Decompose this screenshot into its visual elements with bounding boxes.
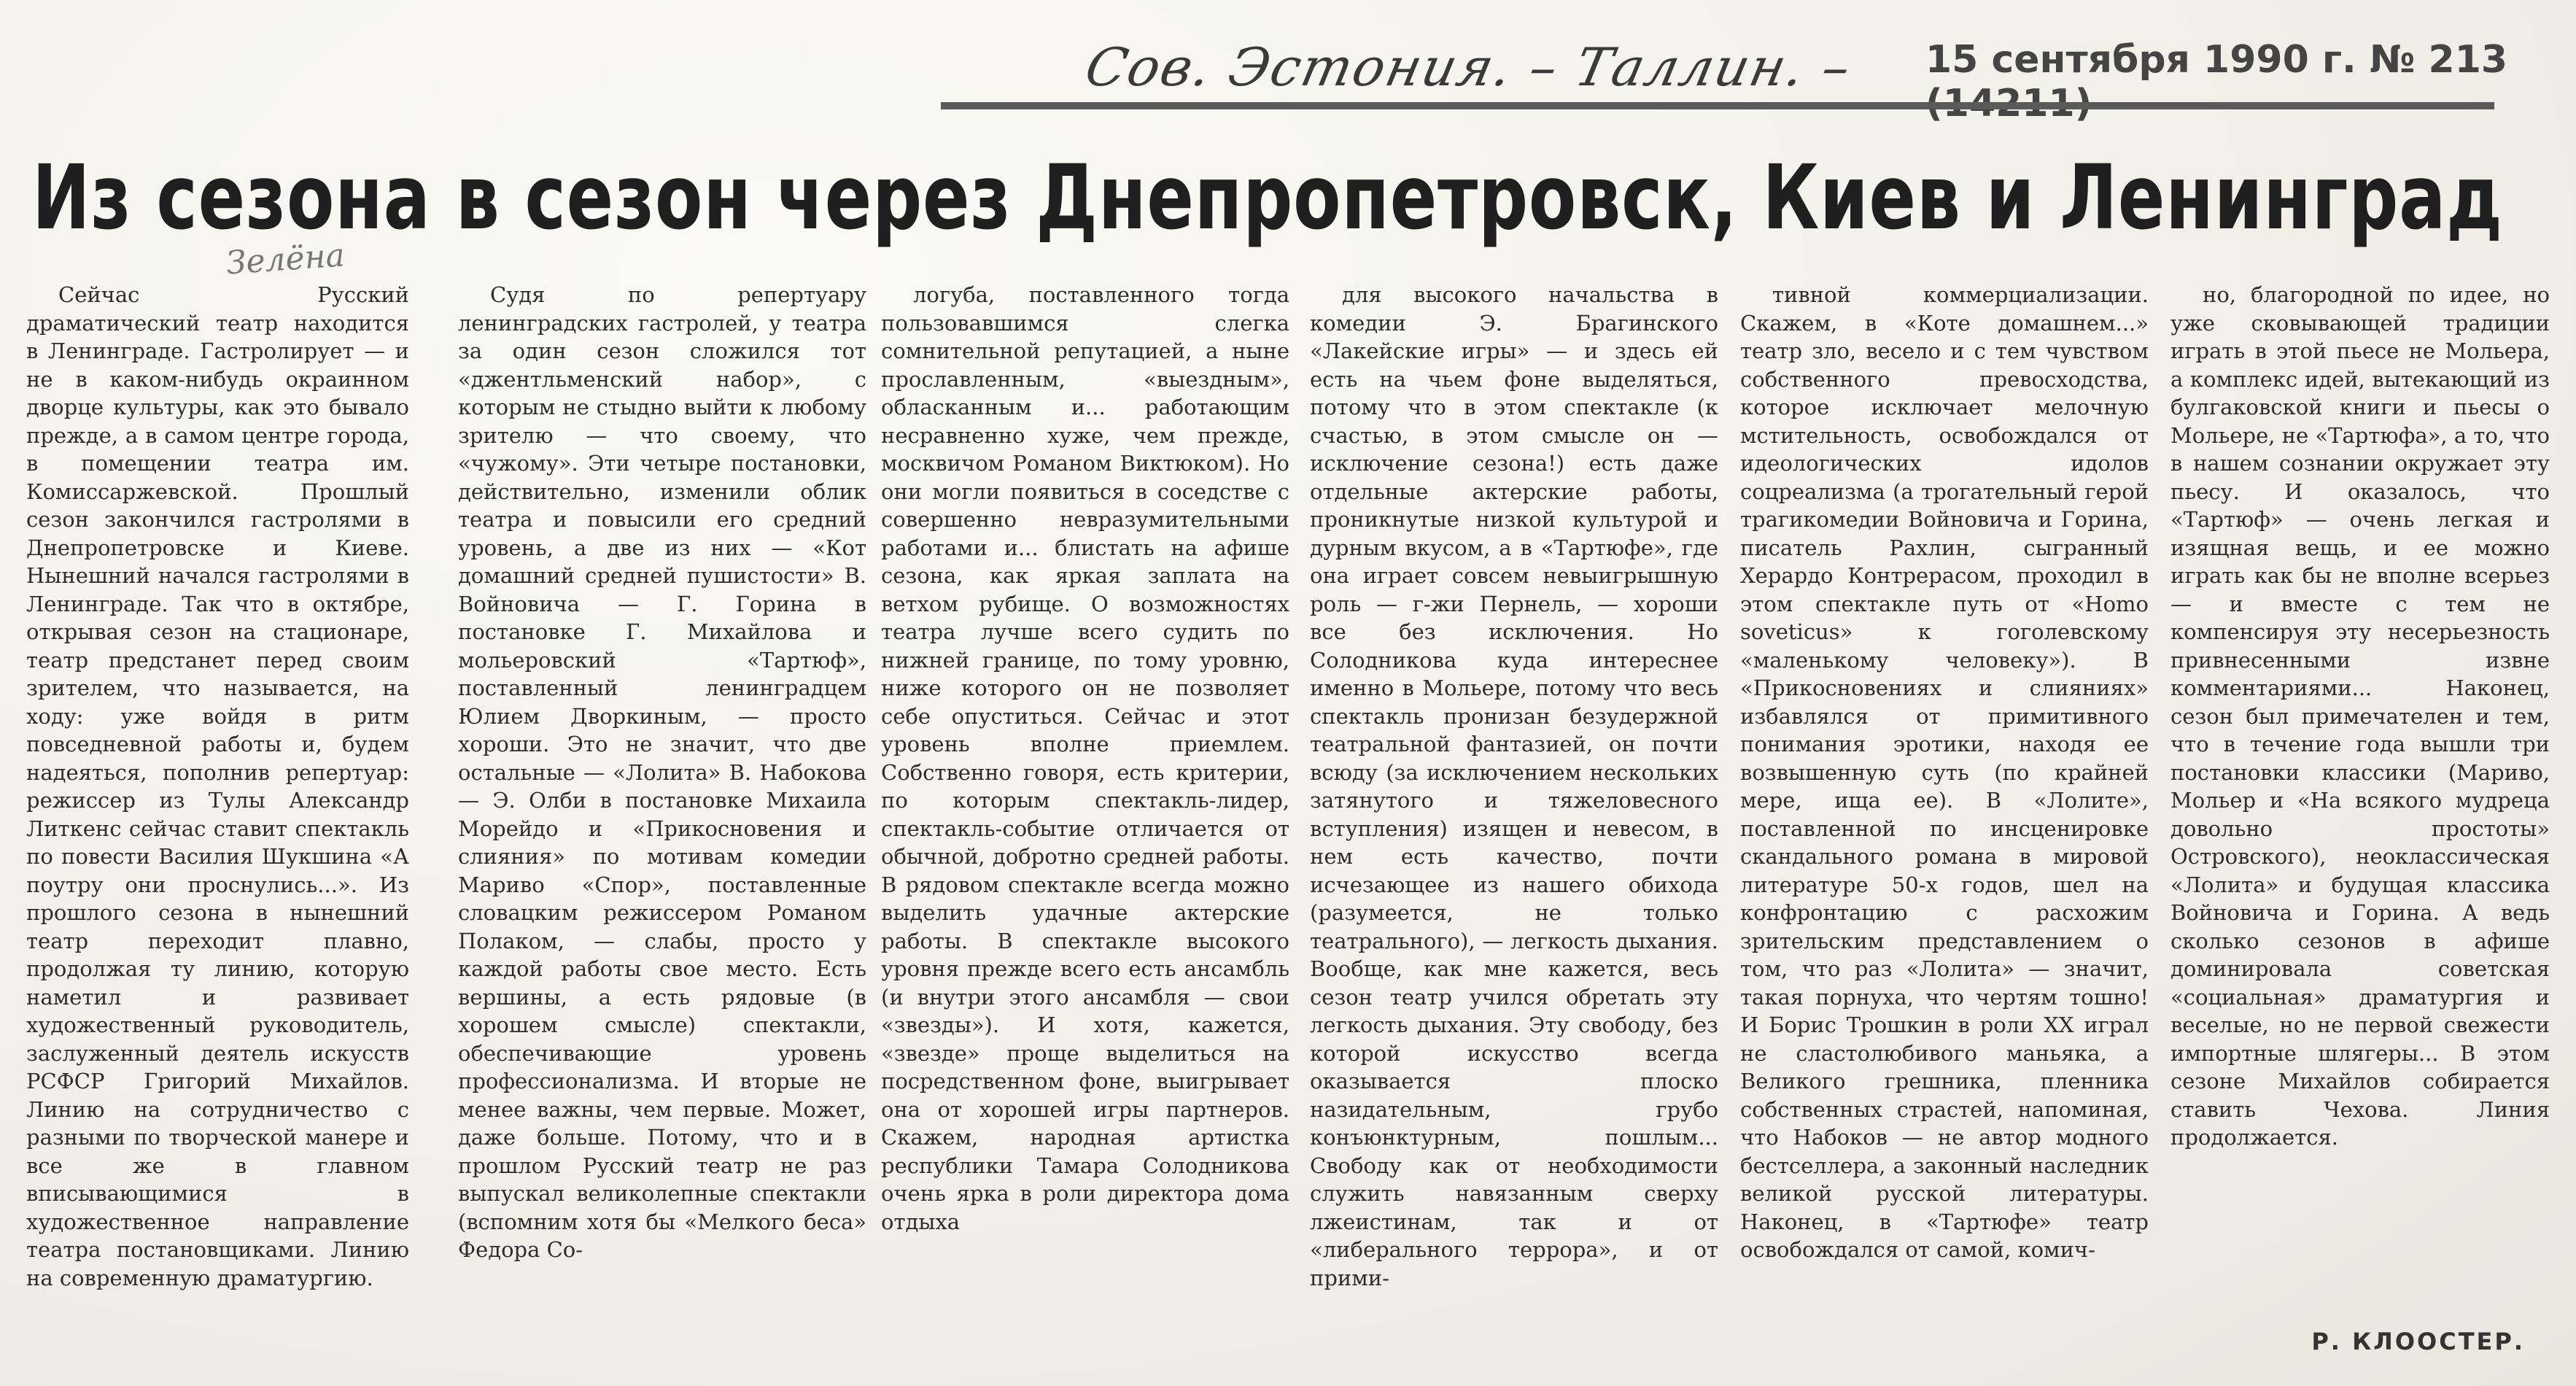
header-rule: [941, 102, 2494, 109]
article-column-1: [26, 281, 409, 1353]
column-text: логуба, поставленного тогда пользовавшимся слегка сомнительной репутацией, а ныне прославленным, «выездным», обласканным и... работающим несравненно хуже, чем прежде, москвичом Романом Виктюком). Но они могли появиться в соседстве с совершенно невразумительными работами и... блистать на афише сезона, как яркая заплата на ветхом рубище. О возможностях театра лучше всего судить по нижней границе, по тому уровню, ниже которого он не позволяет себе опуститься. Сейчас и этот уровень вполне приемлем. Собственно говоря, есть критерии, по которым спектакль-лидер, спектакль-событие отличается от обычной, добротно средней работы. В рядовом спектакле всегда можно выделить удачные актерские работы. В спектакле высокого уровня прежде всего есть ансамбль (и внутри этого ансамбля — свои «звезды»). И хотя, кажется, «звезде» проще выделиться на посредственном фоне, выигрывает она от хорошей игры партнеров. Скажем, народная артистка республики Тамара Солодникова очень ярка в роли директора дома отдыха: [881, 282, 1289, 1234]
column-text: Сейчас Русский драматический театр находится в Ленинграде. Гастролирует — и не в каком-нибудь окраинном дворце культуры, как это бывало прежде, а в самом центре города, в помещении театра им. Комиссаржевской. Прошлый сезон закончился гастролями в Днепропетровске и Киеве. Нынешний начался гастролями в Ленинграде. Так что в октябре, открывая сезон на стационаре, театр предстанет перед своим зрителем, что называется, на ходу: уже войдя в ритм повседневной работы и, будем надеяться, пополнив репертуар: режиссер из Тулы Александр Литкенс сейчас ставит спектакль по повести Василия Шукшина «А поутру они проснулись...». Из прошлого сезона в нынешний театр переходит плавно, продолжая ту линию, которую наметил и развивает художественный руководитель, заслуженный деятель искусств РСФСР Григорий Михайлов. Линию на сотрудничество с разными по творческой манере и все же в главном вписывающимися в художественное направление театра постановщиками. Линию на современную драматургию.: [26, 282, 409, 1290]
article-column-6: [2170, 281, 2550, 1302]
column-text: тивной коммерциализации. Скажем, в «Коте домашнем...» театр зло, весело и с тем чувством собственного превосходства, которое исключает мелочную мстительность, освобождался от идеологических идолов соцреализма (а трогательный герой трагикомедии Войновича и Горина, писатель Рахлин, сыгранный Херардо Контрерасом, проходил в этом спектакле путь от «Homo soveticus» к гоголевскому «маленькому человеку»). В «Прикосновениях и слияниях» избавлялся от примитивного понимания эротики, находя ее возвышенную суть (по крайней мере, ища ее). В «Лолите», поставленной по инсценировке скандального романа в мировой литературе 50-х годов, шел на конфронтацию с расхожим зрительским представлением о том, что раз «Лолита» — значит, такая порнуха, что чертям тошно! И Борис Трошкин в роли XX играл не сластолюбивого маньяка, а Великого грешника, пленника собственных страстей, напоминая, что Набоков — не автор модного бестселлера, а законный наследник великой русской литературы. Наконец, в «Тартюфе» театр освобождался от самой, комич-: [1740, 282, 2149, 1262]
column-text: Судя по репертуару ленинградских гастролей, у театра за один сезон сложился тот «джентльменский набор», с которым не стыдно выйти к любому зрителю — что своему, что «чужому». Эти четыре постановки, действительно, изменили облик театра и повысили его средний уровень, а две из них — «Кот домашний средней пушистости» В. Войновича — Г. Горина в постановке Г. Михайлова и мольеровский «Тартюф», поставленный ленинградцем Юлием Дворкиным, — просто хороши. Это не значит, что две остальные — «Лолита» В. Набокова — Э. Олби в постановке Михаила Морейдо и «Прикосновения и слияния» по мотивам комедии Мариво «Спор», поставленные словацким режиссером Романом Полаком, — слабы, просто у каждой работы свое место. Есть вершины, а есть рядовые (в хорошем смысле) спектакли, обеспечивающие уровень профессионализма. И вторые не менее важны, чем первые. Может, даже больше. Потому, что и в прошлом Русский театр не раз выпускал великолепные спектакли (вспомним хотя бы «Мелкого беса» Федора Со-: [458, 282, 866, 1262]
column-text: но, благородной по идее, но уже сковывающей традиции играть в этой пьесе не Мольера, а комплекс идей, вытекающий из булгаковской книги и пьесы о Мольере, не «Тартюфа», а то, что в нашем сознании окружает эту пьесу. И оказалось, что «Тартюф» — очень легкая и изящная вещь, и ее можно играть как бы не вполне всерьез — и вместе с тем не компенсируя эту несерьезность привнесенными извне комментариями... Наконец, сезон был примечателен и тем, что в течение года вышли три постановки классики (Мариво, Мольер и «На всякого мудреца довольно простоты» Островского), неоклассическая «Лолита» и будущая классика Войновича и Горина. А ведь сколько сезонов в афише доминировала советская «социальная» драматургия и веселые, но не первой свежести импортные шлягеры... В этом сезоне Михайлов собирается ставить Чехова. Линия продолжается.: [2170, 282, 2550, 1150]
handwritten-source-note: Сов. Эстония. – Таллин. –: [1080, 36, 1858, 98]
author-signature: Р. КЛООСТЕР.: [2311, 1328, 2525, 1355]
column-text: для высокого начальства в комедии Э. Брагинского «Лакейские игры» — и здесь ей есть на чьем фоне выделяться, потому что в этом спектакле (к счастью, в этом смысле он — исключение сезона!) есть даже отдельные актерские работы, проникнутые низкой культурой и дурным вкусом, а в «Тартюфе», где она играет совсем невыигрышную роль — г-жи Пернель, — хороши все без исключения. Но Солодникова куда интереснее именно в Мольере, потому что весь спектакль пронизан безудержной театральной фантазией, он почти всюду (за исключением нескольких затянутого и тяжеловесного вступления) изящен и невесом, в нем есть качество, почти исчезающее из нашего обихода (разумеется, не только театрального), — легкость дыхания. Вообще, как мне кажется, весь сезон театр учился обретать эту легкость дыхания. Эту свободу, без которой искусство всегда оказывается плоско назидательным, грубо конъюнктурным, пошлым... Свободу как от необходимости служить навязанным сверху лжеистинам, так и от «либерального террора», и от прими-: [1310, 282, 1718, 1290]
masthead: [941, 29, 2509, 109]
pencil-scribble: Зелёна: [225, 236, 346, 282]
article-column-4: [1310, 281, 1718, 1353]
article-column-2: [458, 281, 866, 1353]
headline: Из сезона в сезон через Днепропетровск, Киев и Ленинград: [32, 146, 2503, 249]
article-column-5: [1740, 281, 2149, 1353]
article-columns: [26, 281, 2550, 1360]
issue-date-number: 15 сентября 1990 г. № 213: [1925, 38, 2508, 82]
article-column-3: [881, 281, 1289, 1353]
